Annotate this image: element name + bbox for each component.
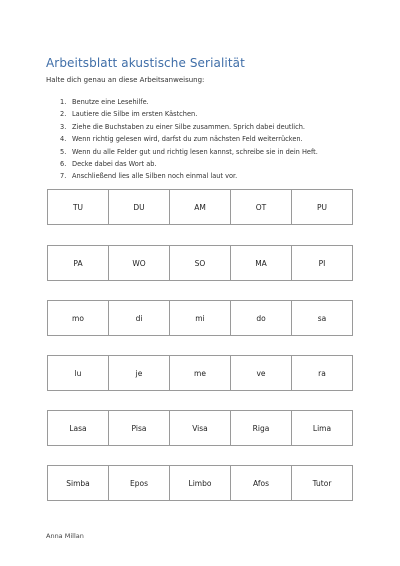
syllable-cell: ve bbox=[231, 356, 292, 390]
step-number: 5. bbox=[60, 147, 67, 156]
word-cell: Tutor bbox=[312, 478, 332, 488]
instruction-step bbox=[60, 108, 318, 120]
word-row-1 bbox=[47, 410, 353, 446]
syllable-cell: di bbox=[109, 301, 170, 335]
syllable-cell: PI bbox=[318, 258, 326, 268]
word-cell: Limbo bbox=[170, 466, 231, 500]
step-text: Wenn richtig gelesen wird, darfst du zum nächsten Feld weiterrücken. bbox=[72, 135, 303, 144]
syllable-cell: MA bbox=[231, 246, 292, 280]
syllable-cell: DU bbox=[109, 190, 170, 224]
step-text: Benutze eine Lesehilfe. bbox=[72, 98, 149, 106]
syllable-cell: OT bbox=[231, 190, 292, 224]
syllable-cell: PU bbox=[316, 202, 327, 212]
step-text: Lautiere die Silbe im ersten Kästchen. bbox=[72, 110, 198, 119]
word-cell: Simba bbox=[48, 466, 109, 500]
syllable-cell: PA bbox=[48, 246, 109, 280]
instruction-step bbox=[60, 121, 318, 133]
instruction-intro: Halte dich genau an diese Arbeitsanweisung: bbox=[46, 76, 205, 84]
word-cell: Epos bbox=[109, 466, 170, 500]
word-cell: Lasa bbox=[48, 411, 109, 445]
step-text: Decke dabei das Wort ab. bbox=[72, 159, 157, 168]
instruction-step bbox=[60, 133, 318, 145]
syllable-cell: TU bbox=[48, 190, 109, 224]
syllable-cell: AM bbox=[170, 190, 231, 224]
syllable-cell: WO bbox=[109, 246, 170, 280]
instruction-step bbox=[60, 96, 318, 108]
word-cell: Visa bbox=[170, 411, 231, 445]
syllable-cell: sa bbox=[317, 313, 327, 323]
step-number: 2. bbox=[60, 110, 67, 119]
instruction-step bbox=[60, 158, 318, 170]
syllable-row-2 bbox=[47, 245, 353, 281]
syllable-row-4 bbox=[47, 355, 353, 391]
word-cell: Riga bbox=[231, 411, 292, 445]
syllable-cell: mi bbox=[170, 301, 231, 335]
syllable-cell: lu bbox=[48, 356, 109, 390]
step-number: 7. bbox=[60, 172, 67, 181]
syllable-cell: mo bbox=[48, 301, 109, 335]
word-cell: Pisa bbox=[109, 411, 170, 445]
step-number: 6. bbox=[60, 159, 67, 168]
step-number: 3. bbox=[60, 122, 67, 131]
step-text: Ziehe die Buchstaben zu einer Silbe zusammen. Sprich dabei deutlich. bbox=[72, 122, 306, 131]
instruction-step bbox=[60, 170, 318, 182]
word-cell: Afos bbox=[231, 466, 292, 500]
worksheet-title: Arbeitsblatt akustische Serialität bbox=[46, 56, 245, 70]
step-text: Wenn du alle Felder gut und richtig lesen kannst, schreibe sie in dein Heft. bbox=[72, 147, 318, 156]
syllable-cell: me bbox=[170, 356, 231, 390]
syllable-row-1 bbox=[47, 189, 353, 225]
step-number: 4. bbox=[60, 135, 67, 144]
syllable-cell: do bbox=[231, 301, 292, 335]
instruction-step bbox=[60, 146, 318, 158]
syllable-row-3 bbox=[47, 300, 353, 336]
syllable-cell: SO bbox=[170, 246, 231, 280]
step-number: 1. bbox=[60, 98, 67, 106]
instruction-list bbox=[60, 96, 318, 183]
author-name: Anna Millan bbox=[46, 532, 84, 540]
syllable-cell: ra bbox=[318, 368, 326, 378]
word-cell: Lima bbox=[312, 423, 332, 433]
syllable-cell: je bbox=[109, 356, 170, 390]
step-text: Anschließend lies alle Silben noch einmal laut vor. bbox=[72, 172, 238, 181]
word-row-2 bbox=[47, 465, 353, 501]
